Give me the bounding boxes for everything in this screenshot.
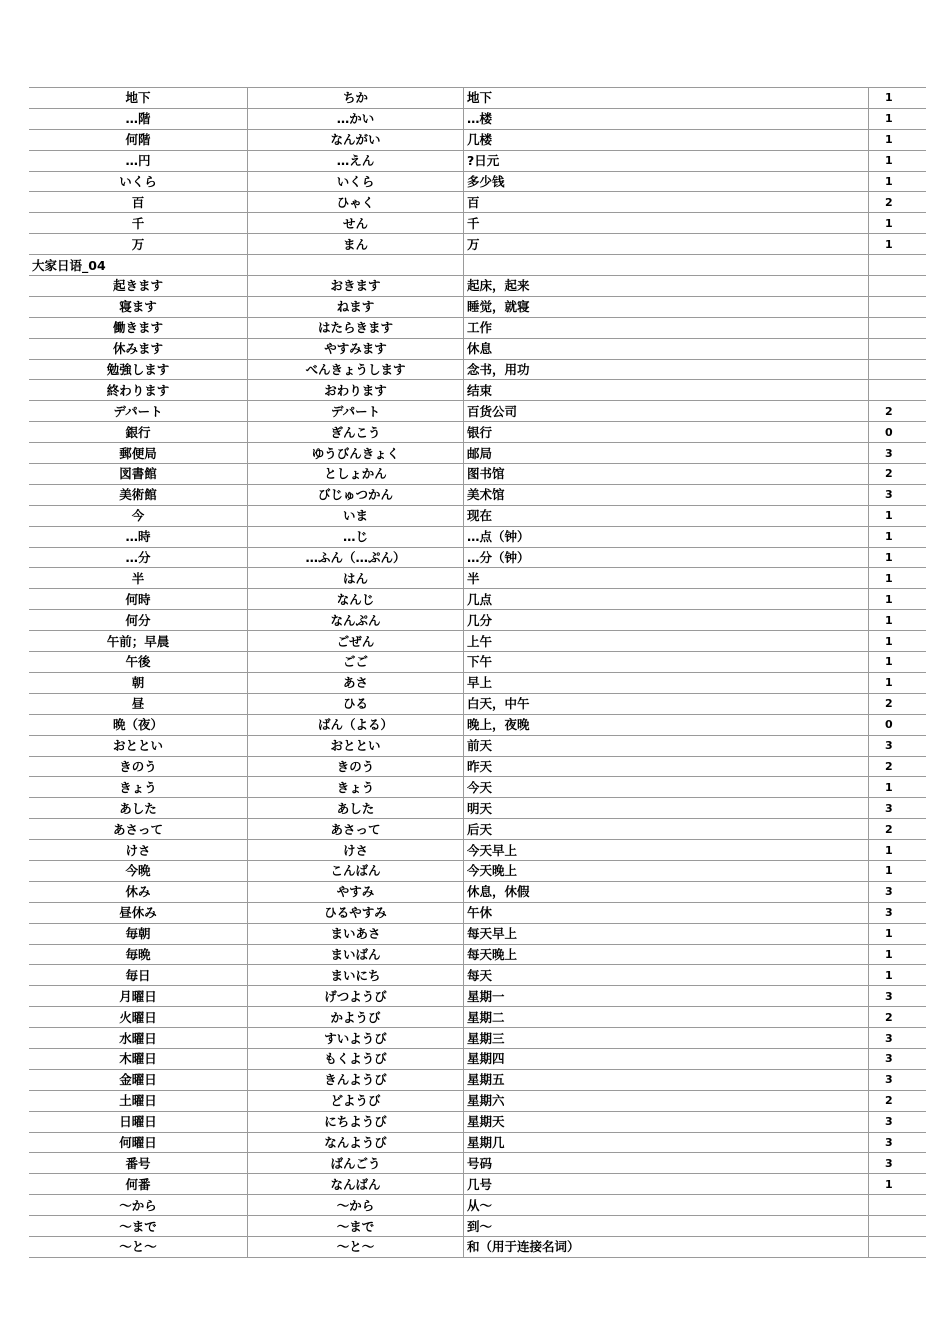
table-row xyxy=(29,902,926,923)
kana-cell: なんようび xyxy=(248,1132,464,1153)
table-row xyxy=(29,1195,926,1216)
kana-cell: …ふん（…ぷん） xyxy=(248,547,464,568)
meaning-cell: …楼 xyxy=(464,108,869,129)
table-row xyxy=(29,944,926,965)
kana-cell: デパート xyxy=(248,401,464,422)
meaning-cell: 星期天 xyxy=(464,1111,869,1132)
accent-cell: 2 xyxy=(869,401,927,422)
meaning-cell: 星期四 xyxy=(464,1048,869,1069)
word-cell: 日曜日 xyxy=(29,1111,248,1132)
word-cell: 美術館 xyxy=(29,484,248,505)
table-row xyxy=(29,1090,926,1111)
accent-cell xyxy=(869,380,927,401)
table-row xyxy=(29,1007,926,1028)
word-cell: 午前；早晨 xyxy=(29,631,248,652)
section-title: 大家日语_04 xyxy=(29,255,248,276)
kana-cell: はん xyxy=(248,568,464,589)
accent-cell: 0 xyxy=(869,422,927,443)
word-cell: 何時 xyxy=(29,589,248,610)
accent-cell: 1 xyxy=(869,88,927,109)
kana-cell: ごご xyxy=(248,652,464,673)
table-row xyxy=(29,296,926,317)
kana-cell: なんじ xyxy=(248,589,464,610)
kana-cell: べんきょうします xyxy=(248,359,464,380)
table-row xyxy=(29,965,926,986)
accent-cell: 3 xyxy=(869,902,927,923)
accent-cell: 2 xyxy=(869,756,927,777)
word-cell: 水曜日 xyxy=(29,1028,248,1049)
table-row xyxy=(29,819,926,840)
kana-cell: きのう xyxy=(248,756,464,777)
table-row xyxy=(29,129,926,150)
accent-cell: 2 xyxy=(869,693,927,714)
accent-cell: 1 xyxy=(869,568,927,589)
table-row xyxy=(29,1174,926,1195)
accent-cell: 1 xyxy=(869,610,927,631)
word-cell: ～まで xyxy=(29,1216,248,1237)
table-row xyxy=(29,88,926,109)
meaning-cell: 号码 xyxy=(464,1153,869,1174)
kana-cell: ばんごう xyxy=(248,1153,464,1174)
accent-cell: 3 xyxy=(869,1028,927,1049)
accent-cell: 2 xyxy=(869,1007,927,1028)
word-cell: 勉強します xyxy=(29,359,248,380)
meaning-cell: 念书，用功 xyxy=(464,359,869,380)
meaning-cell: 今天 xyxy=(464,777,869,798)
meaning-cell: 星期五 xyxy=(464,1069,869,1090)
word-cell: …分 xyxy=(29,547,248,568)
table-row xyxy=(29,171,926,192)
accent-cell: 1 xyxy=(869,652,927,673)
accent-cell xyxy=(869,296,927,317)
meaning-cell: 百 xyxy=(464,192,869,213)
word-cell: …円 xyxy=(29,150,248,171)
meaning-cell: 银行 xyxy=(464,422,869,443)
word-cell: 毎晩 xyxy=(29,944,248,965)
accent-cell: 1 xyxy=(869,108,927,129)
meaning-cell: 每天 xyxy=(464,965,869,986)
kana-cell: ひるやすみ xyxy=(248,902,464,923)
table-row xyxy=(29,150,926,171)
word-cell: 郵便局 xyxy=(29,443,248,464)
accent-cell xyxy=(869,359,927,380)
table-row xyxy=(29,547,926,568)
word-cell: 地下 xyxy=(29,88,248,109)
kana-cell: …かい xyxy=(248,108,464,129)
kana-cell: ばん（よる） xyxy=(248,714,464,735)
word-cell: 銀行 xyxy=(29,422,248,443)
word-cell: 図書館 xyxy=(29,464,248,485)
table-row xyxy=(29,840,926,861)
accent-cell: 1 xyxy=(869,672,927,693)
table-row xyxy=(29,777,926,798)
word-cell: 働きます xyxy=(29,317,248,338)
table-row xyxy=(29,610,926,631)
table-row xyxy=(29,672,926,693)
kana-cell: ～まで xyxy=(248,1216,464,1237)
word-cell: 休みます xyxy=(29,338,248,359)
word-cell: あさって xyxy=(29,819,248,840)
word-cell: 月曜日 xyxy=(29,986,248,1007)
table-row xyxy=(29,380,926,401)
kana-cell: としょかん xyxy=(248,464,464,485)
meaning-cell: 多少钱 xyxy=(464,171,869,192)
accent-cell: 1 xyxy=(869,505,927,526)
meaning-cell: 前天 xyxy=(464,735,869,756)
meaning-cell: 上午 xyxy=(464,631,869,652)
table-row xyxy=(29,652,926,673)
meaning-cell: 现在 xyxy=(464,505,869,526)
word-cell: …時 xyxy=(29,526,248,547)
table-row xyxy=(29,317,926,338)
table-row xyxy=(29,1216,926,1237)
word-cell: いくら xyxy=(29,171,248,192)
kana-cell: まん xyxy=(248,234,464,255)
meaning-cell: 几分 xyxy=(464,610,869,631)
kana-cell: ごぜん xyxy=(248,631,464,652)
accent-cell: 1 xyxy=(869,923,927,944)
word-cell: 毎朝 xyxy=(29,923,248,944)
table-row xyxy=(29,1153,926,1174)
accent-cell: 1 xyxy=(869,547,927,568)
vocabulary-table xyxy=(29,87,926,1258)
meaning-cell: 星期几 xyxy=(464,1132,869,1153)
meaning-cell: ?日元 xyxy=(464,150,869,171)
kana-cell: せん xyxy=(248,213,464,234)
meaning-cell: 百货公司 xyxy=(464,401,869,422)
accent-cell: 3 xyxy=(869,1132,927,1153)
kana-cell: まいあさ xyxy=(248,923,464,944)
meaning-cell: 工作 xyxy=(464,317,869,338)
table-row xyxy=(29,192,926,213)
meaning-cell: 昨天 xyxy=(464,756,869,777)
meaning-cell: 早上 xyxy=(464,672,869,693)
kana-cell: まいばん xyxy=(248,944,464,965)
kana-cell: けさ xyxy=(248,840,464,861)
word-cell: 半 xyxy=(29,568,248,589)
word-cell: 千 xyxy=(29,213,248,234)
accent-cell: 1 xyxy=(869,526,927,547)
kana-cell: ぎんこう xyxy=(248,422,464,443)
accent-cell: 1 xyxy=(869,171,927,192)
vocabulary-table-body xyxy=(29,88,926,1258)
meaning-cell: 星期一 xyxy=(464,986,869,1007)
meaning-cell: 星期三 xyxy=(464,1028,869,1049)
kana-cell: もくようび xyxy=(248,1048,464,1069)
accent-cell: 1 xyxy=(869,777,927,798)
meaning-cell: 从～ xyxy=(464,1195,869,1216)
kana-cell: おきます xyxy=(248,276,464,297)
meaning-cell: 下午 xyxy=(464,652,869,673)
accent-cell: 3 xyxy=(869,798,927,819)
meaning-cell: 几点 xyxy=(464,589,869,610)
accent-cell: 1 xyxy=(869,860,927,881)
meaning-cell: 美术馆 xyxy=(464,484,869,505)
kana-cell: なんばん xyxy=(248,1174,464,1195)
kana-cell: かようび xyxy=(248,1007,464,1028)
kana-cell xyxy=(248,255,464,276)
table-row xyxy=(29,464,926,485)
meaning-cell: 每天晚上 xyxy=(464,944,869,965)
table-row xyxy=(29,1111,926,1132)
kana-cell: ～と～ xyxy=(248,1236,464,1257)
table-row xyxy=(29,860,926,881)
kana-cell: ひゃく xyxy=(248,192,464,213)
meaning-cell: 后天 xyxy=(464,819,869,840)
word-cell: けさ xyxy=(29,840,248,861)
accent-cell: 3 xyxy=(869,1048,927,1069)
word-cell: おととい xyxy=(29,735,248,756)
meaning-cell: 休息，休假 xyxy=(464,881,869,902)
word-cell: 木曜日 xyxy=(29,1048,248,1069)
word-cell: 休み xyxy=(29,881,248,902)
table-row xyxy=(29,1028,926,1049)
kana-cell: あさ xyxy=(248,672,464,693)
meaning-cell: 结束 xyxy=(464,380,869,401)
table-row xyxy=(29,1048,926,1069)
kana-cell: どようび xyxy=(248,1090,464,1111)
table-row xyxy=(29,234,926,255)
section-header-row xyxy=(29,255,926,276)
word-cell: 土曜日 xyxy=(29,1090,248,1111)
table-row xyxy=(29,443,926,464)
table-row xyxy=(29,756,926,777)
table-row xyxy=(29,1132,926,1153)
accent-cell xyxy=(869,1236,927,1257)
accent-cell: 2 xyxy=(869,1090,927,1111)
accent-cell: 3 xyxy=(869,1069,927,1090)
word-cell: 何番 xyxy=(29,1174,248,1195)
accent-cell: 3 xyxy=(869,1153,927,1174)
kana-cell: おととい xyxy=(248,735,464,756)
word-cell: 毎日 xyxy=(29,965,248,986)
meaning-cell: 休息 xyxy=(464,338,869,359)
word-cell: ～から xyxy=(29,1195,248,1216)
word-cell: 何分 xyxy=(29,610,248,631)
word-cell: 晩（夜） xyxy=(29,714,248,735)
meaning-cell: 每天早上 xyxy=(464,923,869,944)
table-row xyxy=(29,568,926,589)
meaning-cell: 到～ xyxy=(464,1216,869,1237)
kana-cell: すいようび xyxy=(248,1028,464,1049)
word-cell: 今晩 xyxy=(29,860,248,881)
accent-cell: 1 xyxy=(869,944,927,965)
word-cell: 何曜日 xyxy=(29,1132,248,1153)
word-cell: あした xyxy=(29,798,248,819)
accent-cell xyxy=(869,1216,927,1237)
meaning-cell: 万 xyxy=(464,234,869,255)
meaning-cell: 地下 xyxy=(464,88,869,109)
word-cell: 終わります xyxy=(29,380,248,401)
kana-cell: やすみ xyxy=(248,881,464,902)
word-cell: ～と～ xyxy=(29,1236,248,1257)
table-row xyxy=(29,881,926,902)
kana-cell: まいにち xyxy=(248,965,464,986)
meaning-cell: 图书馆 xyxy=(464,464,869,485)
accent-cell: 3 xyxy=(869,986,927,1007)
meaning-cell: 白天，中午 xyxy=(464,693,869,714)
accent-cell: 0 xyxy=(869,714,927,735)
word-cell: 今 xyxy=(29,505,248,526)
table-row xyxy=(29,923,926,944)
kana-cell: ひる xyxy=(248,693,464,714)
word-cell: きょう xyxy=(29,777,248,798)
accent-cell: 1 xyxy=(869,631,927,652)
word-cell: 寝ます xyxy=(29,296,248,317)
accent-cell: 3 xyxy=(869,484,927,505)
accent-cell: 3 xyxy=(869,1111,927,1132)
meaning-cell: 几楼 xyxy=(464,129,869,150)
kana-cell: こんばん xyxy=(248,860,464,881)
accent-cell: 2 xyxy=(869,192,927,213)
kana-cell: びじゅつかん xyxy=(248,484,464,505)
table-row xyxy=(29,359,926,380)
table-row xyxy=(29,213,926,234)
table-row xyxy=(29,798,926,819)
word-cell: 昼休み xyxy=(29,902,248,923)
kana-cell: げつようび xyxy=(248,986,464,1007)
kana-cell: ゆうびんきょく xyxy=(248,443,464,464)
meaning-cell: …点（钟） xyxy=(464,526,869,547)
word-cell: …階 xyxy=(29,108,248,129)
table-row xyxy=(29,276,926,297)
kana-cell: …じ xyxy=(248,526,464,547)
accent-cell xyxy=(869,1195,927,1216)
accent-cell: 3 xyxy=(869,735,927,756)
meaning-cell: 睡觉，就寝 xyxy=(464,296,869,317)
accent-cell xyxy=(869,276,927,297)
table-row xyxy=(29,422,926,443)
table-row xyxy=(29,986,926,1007)
word-cell: 万 xyxy=(29,234,248,255)
table-row xyxy=(29,401,926,422)
meaning-cell: 邮局 xyxy=(464,443,869,464)
word-cell: 火曜日 xyxy=(29,1007,248,1028)
kana-cell: ちか xyxy=(248,88,464,109)
accent-cell: 1 xyxy=(869,965,927,986)
kana-cell: …えん xyxy=(248,150,464,171)
accent-cell xyxy=(869,338,927,359)
accent-cell: 3 xyxy=(869,881,927,902)
accent-cell: 1 xyxy=(869,1174,927,1195)
word-cell: 朝 xyxy=(29,672,248,693)
accent-cell: 1 xyxy=(869,129,927,150)
table-row xyxy=(29,714,926,735)
meaning-cell: 今天晚上 xyxy=(464,860,869,881)
kana-cell: にちようび xyxy=(248,1111,464,1132)
word-cell: デパート xyxy=(29,401,248,422)
word-cell: 金曜日 xyxy=(29,1069,248,1090)
table-row xyxy=(29,735,926,756)
kana-cell: あさって xyxy=(248,819,464,840)
kana-cell: ～から xyxy=(248,1195,464,1216)
table-row xyxy=(29,1069,926,1090)
table-row xyxy=(29,526,926,547)
meaning-cell: 几号 xyxy=(464,1174,869,1195)
meaning-cell: 晚上，夜晚 xyxy=(464,714,869,735)
meaning-cell xyxy=(464,255,869,276)
accent-cell: 2 xyxy=(869,819,927,840)
kana-cell: なんがい xyxy=(248,129,464,150)
word-cell: きのう xyxy=(29,756,248,777)
kana-cell: きょう xyxy=(248,777,464,798)
meaning-cell: …分（钟） xyxy=(464,547,869,568)
meaning-cell: 星期六 xyxy=(464,1090,869,1111)
kana-cell: いくら xyxy=(248,171,464,192)
kana-cell: やすみます xyxy=(248,338,464,359)
meaning-cell: 起床，起来 xyxy=(464,276,869,297)
word-cell: 午後 xyxy=(29,652,248,673)
word-cell: 起きます xyxy=(29,276,248,297)
word-cell: 番号 xyxy=(29,1153,248,1174)
kana-cell: きんようび xyxy=(248,1069,464,1090)
table-row xyxy=(29,1236,926,1257)
accent-cell: 1 xyxy=(869,150,927,171)
meaning-cell: 今天早上 xyxy=(464,840,869,861)
meaning-cell: 星期二 xyxy=(464,1007,869,1028)
kana-cell: あした xyxy=(248,798,464,819)
meaning-cell: 千 xyxy=(464,213,869,234)
word-cell: 何階 xyxy=(29,129,248,150)
kana-cell: はたらきます xyxy=(248,317,464,338)
table-row xyxy=(29,505,926,526)
kana-cell: なんぷん xyxy=(248,610,464,631)
meaning-cell: 半 xyxy=(464,568,869,589)
accent-cell xyxy=(869,317,927,338)
accent-cell: 1 xyxy=(869,213,927,234)
meaning-cell: 午休 xyxy=(464,902,869,923)
word-cell: 百 xyxy=(29,192,248,213)
meaning-cell: 明天 xyxy=(464,798,869,819)
accent-cell xyxy=(869,255,927,276)
accent-cell: 1 xyxy=(869,234,927,255)
table-row xyxy=(29,631,926,652)
kana-cell: いま xyxy=(248,505,464,526)
accent-cell: 3 xyxy=(869,443,927,464)
kana-cell: おわります xyxy=(248,380,464,401)
table-row xyxy=(29,108,926,129)
kana-cell: ねます xyxy=(248,296,464,317)
accent-cell: 2 xyxy=(869,464,927,485)
meaning-cell: 和（用于连接名词） xyxy=(464,1236,869,1257)
accent-cell: 1 xyxy=(869,840,927,861)
table-row xyxy=(29,338,926,359)
word-cell: 昼 xyxy=(29,693,248,714)
accent-cell: 1 xyxy=(869,589,927,610)
table-row xyxy=(29,589,926,610)
table-row xyxy=(29,693,926,714)
table-row xyxy=(29,484,926,505)
